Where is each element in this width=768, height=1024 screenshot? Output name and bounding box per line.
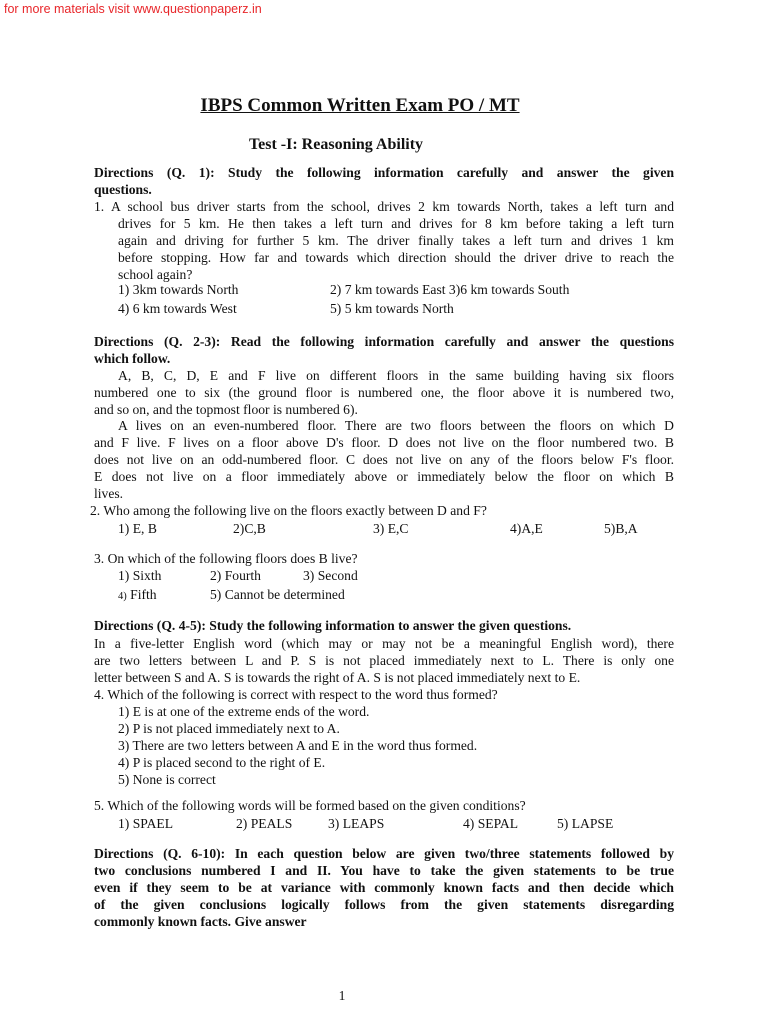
q5-option-3: 3) LEAPS — [328, 816, 385, 831]
q4-option-3: 3) There are two letters between A and E in the word thus formed. — [118, 738, 478, 753]
question-1-line5: school again? — [118, 267, 193, 282]
passage1-line3: and so on, and the topmost floor is numbered 6). — [94, 402, 358, 417]
passage2-line5: lives. — [94, 486, 124, 501]
q5-option-1: 1) SPAEL — [118, 816, 174, 831]
question-1-line3: again and driving for further 5 km. The driver finally takes a left turn and drives 1 km — [118, 233, 674, 248]
q3-option-4-text: Fifth — [126, 587, 157, 602]
q5-option-4: 4) SEPAL — [463, 816, 519, 831]
question-4: 4. Which of the following is correct with respect to the word thus formed? — [94, 687, 498, 702]
q2-option-4: 4)A,E — [510, 521, 543, 536]
q3-option-5: 5) Cannot be determined — [210, 587, 345, 602]
passage2-line3: does not live on an odd-numbered floor. C does not live on any of the floors below F's floor. — [94, 452, 674, 467]
q3-option-4 — [118, 586, 157, 605]
q1-option-2-3: 2) 7 km towards East 3)6 km towards South — [330, 282, 570, 297]
q1-option-1: 1) 3km towards North — [118, 282, 239, 297]
passage3-line3: letter between S and A. S is towards the right of A. S is not placed immediately next to E. — [94, 670, 581, 685]
passage2-line4: E does not live on a floor immediately above or immediately below the floor on which B — [94, 469, 674, 484]
q4-option-1: 1) E is at one of the extreme ends of the word. — [118, 704, 370, 719]
passage2-line2: and F live. F lives on a floor above D's floor. D does not live on the floor numbered two. B — [94, 435, 674, 450]
passage1-line1: A, B, C, D, E and F live on different floors in the same building having six floors — [118, 368, 674, 383]
q5-option-5: 5) LAPSE — [557, 816, 614, 831]
q1-option-4: 4) 6 km towards West — [118, 301, 237, 316]
q3-option-2: 2) Fourth — [210, 568, 261, 583]
question-5: 5. Which of the following words will be formed based on the given conditions? — [94, 798, 526, 813]
q5-option-2: 2) PEALS — [236, 816, 293, 831]
directions-q2-3-line1: Directions (Q. 2-3): Read the following information carefully and answer the questions — [94, 334, 674, 349]
site-link[interactable]: for more materials visit www.questionpaperz.in — [4, 2, 262, 16]
directions-q4-5: Directions (Q. 4-5): Study the following information to answer the given questions. — [94, 618, 572, 633]
question-2: 2. Who among the following live on the floors exactly between D and F? — [90, 503, 487, 518]
passage1-line2: numbered one to six (the ground floor is numbered one, the floor above it is numbered two, — [94, 385, 674, 400]
q2-option-5: 5)B,A — [604, 521, 638, 536]
directions-q6-10-line3: even if they seem to be at variance with commonly known facts and then decide which — [94, 880, 674, 895]
passage2-line1: A lives on an even-numbered floor. There are two floors between the floors on which D — [118, 418, 674, 433]
q2-option-3: 3) E,C — [373, 521, 409, 536]
directions-q6-10-line2: two conclusions numbered I and II. You have to take the given statements to be true — [94, 863, 674, 878]
directions-q2-3-line2: which follow. — [94, 351, 171, 366]
page-subtitle: Test -I: Reasoning Ability — [248, 136, 424, 153]
directions-q6-10-line5: commonly known facts. Give answer — [94, 914, 307, 929]
directions-q1-line2: questions. — [94, 182, 152, 197]
directions-q6-10-line1: Directions (Q. 6-10): In each question below are given two/three statements followed by — [94, 846, 674, 861]
q3-option-1: 1) Sixth — [118, 568, 162, 583]
q4-option-2: 2) P is not placed immediately next to A. — [118, 721, 340, 736]
passage3-line1: In a five-letter English word (which may or may not be a meaningful English word), there — [94, 636, 674, 651]
q3-option-3: 3) Second — [303, 568, 358, 583]
question-1-line1: 1. A school bus driver starts from the school, drives 2 km towards North, takes a left turn and — [94, 199, 674, 214]
directions-q6-10-line4: of the given conclusions logically follows from the given statements disregarding — [94, 897, 674, 912]
q3-option-4-number: 4) — [118, 591, 127, 602]
question-1-line2: drives for 5 km. He then takes a left turn and drives for 8 km before taking a left turn — [118, 216, 674, 231]
q2-option-2: 2)C,B — [233, 521, 266, 536]
page-number: 1 — [338, 988, 346, 1003]
q1-option-5: 5) 5 km towards North — [330, 301, 454, 316]
page-title: IBPS Common Written Exam PO / MT — [200, 95, 520, 116]
q2-option-1: 1) E, B — [118, 521, 157, 536]
passage3-line2: are two letters between L and P. S is not placed immediately next to L. There is only one — [94, 653, 674, 668]
question-1-line4: before stopping. How far and towards which direction should the driver drive to reach the — [118, 250, 674, 265]
question-3: 3. On which of the following floors does B live? — [94, 551, 358, 566]
directions-q1-line1: Directions (Q. 1): Study the following information carefully and answer the given — [94, 165, 674, 180]
q4-option-5: 5) None is correct — [118, 772, 216, 787]
q4-option-4: 4) P is placed second to the right of E. — [118, 755, 326, 770]
